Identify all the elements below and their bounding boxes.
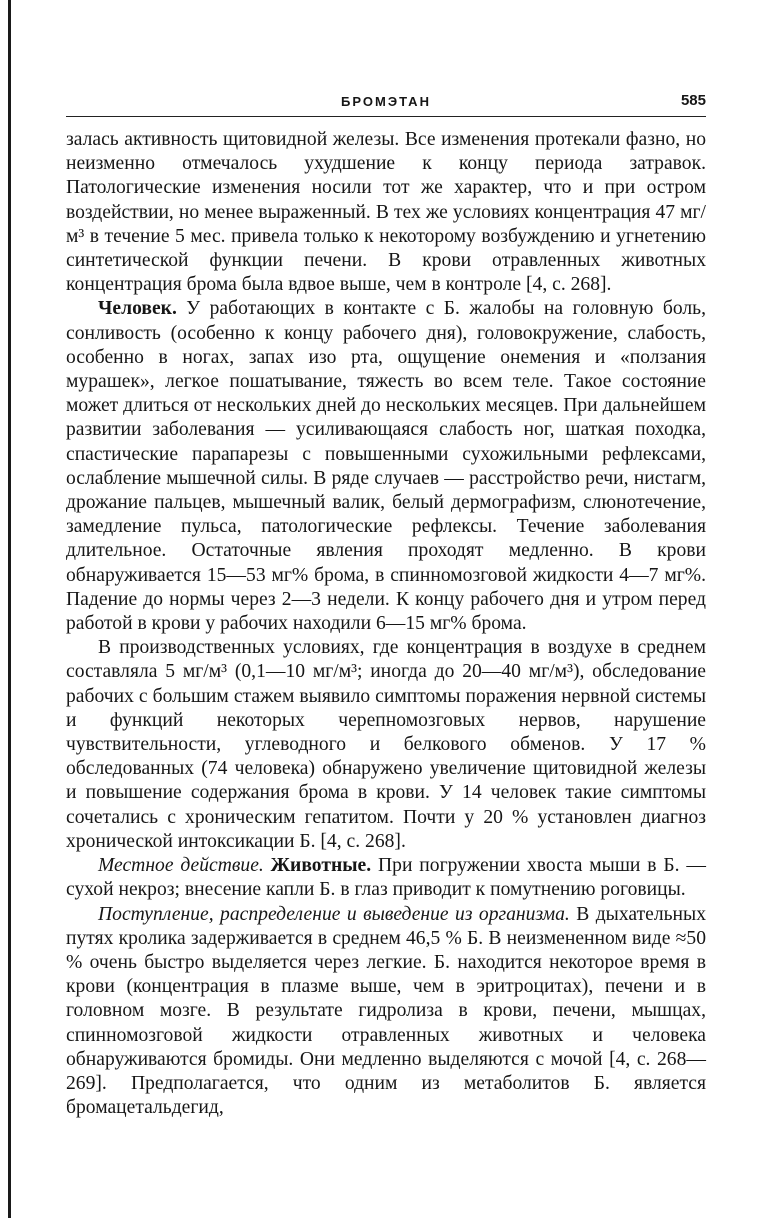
paragraph-lead-human: Человек. [98, 298, 177, 320]
page-number: 585 [680, 92, 706, 109]
paragraph-lead-local-action: Местное действие. [98, 855, 264, 877]
page-body [66, 128, 706, 1120]
paragraph-lead-animals: Животные. [263, 855, 372, 877]
paragraph-text: залась активность щитовидной железы. Все изменения протекали фазно, но неизменно отмечалось ухудшение к концу периода затравок. Патологические изменения носили тот же характер, что и при остром воздействии, но менее выраженный. В тех же условиях концентрация 47 мг/м³ в течение 5 мес. привела только к некоторому возбуждению и угнетению синтетической функции печени. В крови отравленных животных концентрация брома была вдвое выше, чем в контроле [4, с. 268]. [66, 129, 706, 296]
scan-edge-line [8, 0, 11, 1218]
paragraph-text: В производственных условиях, где концентрация в воздухе в среднем составляла 5 мг/м³ (0,1—10 мг/м³; иногда до 20—40 мг/м³), обследование рабочих с большим стажем выявило симптомы поражения нервной системы и функций некоторых черепномозговых нервов, нарушение чувствительности, углеводного и белкового обменов. У 17 % обследованных (74 человека) обнаружено увеличение щитовидной железы и повышение содержания брома в крови. У 14 человек такие симптомы сочетались с хроническим гепатитом. Почти у 20 % установлен диагноз хронической интоксикации Б. [4, с. 268]. [66, 637, 706, 852]
paragraph-human [66, 297, 706, 636]
paragraph-local-action [66, 854, 706, 902]
page-header [66, 92, 706, 117]
paragraph-intake-distribution [66, 903, 706, 1121]
paragraph-text: В дыхательных путях кролика задерживается в среднем 46,5 % Б. В неизмененном виде ≈50 % очень быстро выделяется через легкие. Б. находится некоторое время в крови (концентрация в плазме выше, чем в эритроцитах), печени и в головном мозге. В результате гидролиза в крови, печени, мышцах, спинномозговой жидкости отравленных животных и человека обнаруживаются бромиды. Они медленно выделяются с мочой [4, с. 268—269]. Предполагается, что одним из метаболитов Б. является бромацетальдегид, [66, 903, 706, 1119]
paragraph-lead-intake: Поступление, распределение и выведение из организма. [98, 903, 570, 925]
paragraph-text: При погружении хвоста мыши в Б. — сухой некроз; внесение капли Б. в глаз приводит к помутнению роговицы. [66, 855, 706, 901]
paragraph-text: У работающих в контакте с Б. жалобы на головную боль, сонливость (особенно к концу рабочего дня), головокружение, слабость, особенно в ногах, запах изо рта, ощущение онемения и «ползания мурашек», легкое пошатывание, тяжесть во всем теле. Такое состояние может длиться от нескольких дней до нескольких месяцев. При дальнейшем развитии заболевания — усиливающаяся слабость ног, шаткая походка, спастические парапарезы с повышенными сухожильными рефлексами, ослабление мышечной силы. В ряде случаев — расстройство речи, нистагм, дрожание пальцев, мышечный валик, белый дермографизм, слюнотечение, замедление пульса, патологические рефлексы. Течение заболевания длительное. Остаточные явления проходят медленно. В крови обнаруживается 15—53 мг% брома, в спинномозговой жидкости 4—7 мг%. Падение до нормы через 2—3 недели. К концу рабочего дня и утром перед работой в крови у рабочих находили 6—15 мг% брома. [66, 298, 706, 635]
paragraph-industrial-conditions [66, 636, 706, 854]
paragraph-continuation [66, 128, 706, 297]
running-title: БРОМЭТАН [341, 94, 431, 109]
